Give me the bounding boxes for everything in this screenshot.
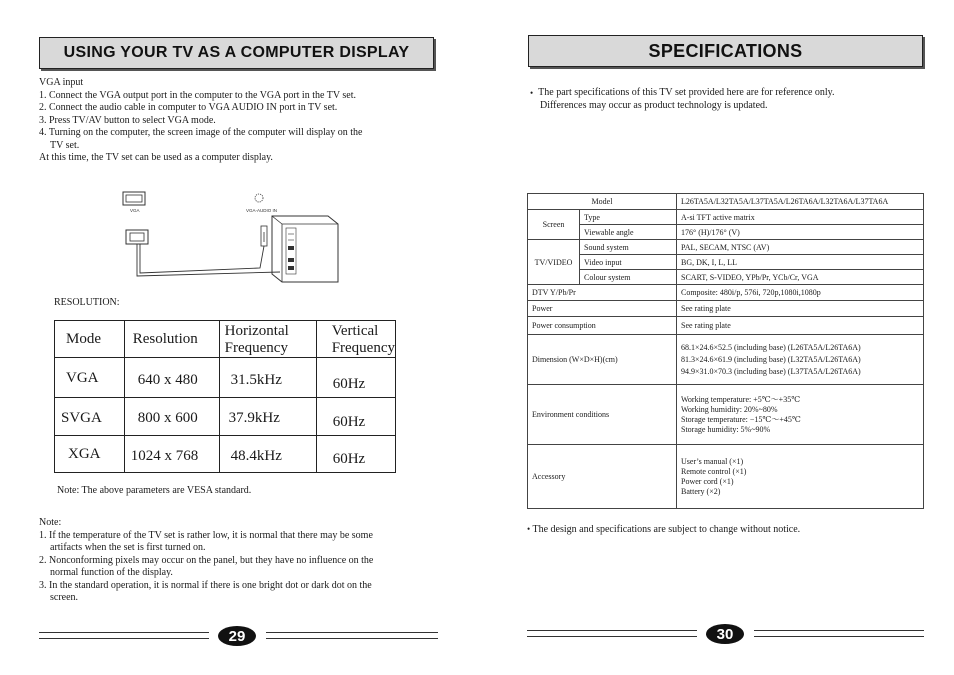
type-label: Type	[580, 210, 677, 225]
horizontal-frequency-cell: 37.9kHz	[219, 398, 316, 436]
table-row	[55, 436, 396, 473]
footer-rule-right-a	[527, 630, 697, 637]
header-horizontal-frequency: Horizontal Frequency	[219, 321, 316, 358]
footer-rule-left-b	[266, 632, 438, 639]
environment-values	[677, 385, 924, 445]
dimension-line: 68.1×24.6×52.5 (including base) (L26TA5A/L26TA6A)	[681, 342, 861, 352]
intro-text: The part specifications of this TV set provided here are for reference only.	[538, 87, 835, 98]
left-page-title: USING YOUR TV AS A COMPUTER DISPLAY	[63, 44, 410, 61]
left-page-header	[39, 37, 434, 69]
vga-connector-icon	[126, 230, 148, 244]
accessory-line: User’s manual (×1)	[681, 456, 744, 466]
resolution-table	[54, 320, 396, 473]
dimension-line: 94.9×31.0×70.3 (including base) (L37TA5A/L26TA6A)	[681, 366, 861, 376]
change-notice	[527, 523, 800, 537]
sound-value: PAL, SECAM, NTSC (AV)	[677, 240, 924, 255]
vga-port-label: VGA	[130, 208, 140, 213]
dimension-line: 81.3×24.6×61.9 (including base) (L32TA5A/L26TA6A)	[681, 354, 861, 364]
power-label: Power	[528, 301, 677, 317]
audio-port-label: VGA-AUDIO IN	[246, 208, 278, 213]
notes	[39, 517, 439, 605]
dtv-value: Composite: 480i/p, 576i, 720p,1080i,1080p	[677, 285, 924, 301]
audio-port-icon	[255, 194, 263, 202]
instruction-line: 4. Turning on the computer, the screen image of the computer will display on the	[39, 127, 363, 138]
environment-line: Storage temperature: −15℃～+45℃	[681, 414, 801, 424]
model-label: Model	[528, 194, 677, 210]
power-value: See rating plate	[677, 301, 924, 317]
footer-rule-left-a	[39, 632, 209, 639]
audio-plug-icon	[261, 226, 267, 246]
vga-instructions	[39, 77, 439, 165]
video-input-value: BG, DK, I, L, LL	[677, 255, 924, 270]
resolution-cell: 800 x 600	[124, 398, 219, 436]
note-line: screen.	[50, 592, 79, 603]
computer-tower-icon	[272, 216, 338, 282]
dtv-label: DTV Y/Pb/Pr	[528, 285, 677, 301]
angle-value: 176° (H)/176° (V)	[677, 225, 924, 240]
footer-rule-right-b	[754, 630, 924, 637]
horizontal-frequency-cell: 31.5kHz	[219, 358, 316, 398]
connection-diagram	[110, 188, 350, 288]
specifications-table	[527, 193, 924, 509]
resolution-label: RESOLUTION:	[54, 297, 120, 308]
mode-cell: SVGA	[55, 398, 125, 436]
sound-label: Sound system	[580, 240, 677, 255]
mode-cell: XGA	[55, 436, 125, 473]
accessory-line: Remote control (×1)	[681, 466, 747, 476]
consumption-label: Power consumption	[528, 317, 677, 335]
environment-line: Working temperature: +5℃～+35℃	[681, 394, 801, 404]
right-page-title: SPECIFICATIONS	[648, 40, 803, 61]
vga-cable	[137, 244, 280, 276]
environment-line: Working humidity: 20%~80%	[681, 404, 778, 414]
type-value: A-si TFT active matrix	[677, 210, 924, 225]
accessory-line: Battery (×2)	[681, 486, 721, 496]
instruction-line: VGA input	[39, 77, 84, 88]
instruction-line: TV set.	[50, 139, 80, 151]
mode-cell: VGA	[55, 358, 125, 398]
note-line: 3. In the standard operation, it is normal if there is one bright dot or dark dot on the	[39, 579, 372, 591]
header-mode: Mode	[55, 321, 125, 358]
dimension-values	[677, 335, 924, 385]
model-value: L26TA5A/L32TA5A/L37TA5A/L26TA6A/L32TA6A/L37TA6A	[677, 194, 924, 210]
vga-port-icon	[123, 192, 145, 205]
environment-line: Storage humidity: 5%~90%	[681, 424, 771, 434]
table-row	[55, 398, 396, 436]
horizontal-frequency-cell: 48.4kHz	[219, 436, 316, 473]
accessory-line: Power cord (×1)	[681, 476, 734, 486]
table-row	[55, 358, 396, 398]
instruction-line: At this time, the TV set can be used as a computer display.	[39, 152, 273, 163]
vertical-frequency-cell: 60Hz	[316, 436, 395, 473]
tv-video-label: TV/VIDEO	[528, 240, 580, 285]
dimension-label: Dimension (W×D×H)(cm)	[528, 335, 677, 385]
page-number-badge	[706, 624, 744, 644]
instruction-line: 3. Press TV/AV button to select VGA mode.	[39, 114, 216, 126]
header-vertical-frequency: Vertical Frequency	[316, 321, 395, 358]
note-line: 2. Nonconforming pixels may occur on the panel, but they have no influence on the	[39, 554, 374, 566]
resolution-cell: 640 x 480	[124, 358, 219, 398]
page-number-badge	[218, 626, 256, 646]
bullet-icon: •	[530, 88, 534, 98]
change-notice-text: The design and specifications are subject to change without notice.	[532, 524, 801, 535]
instruction-line: 1. Connect the VGA output port in the computer to the VGA port in the TV set.	[39, 89, 357, 101]
note-line: 1. If the temperature of the TV set is rather low, it is normal that there may be some	[39, 529, 373, 541]
screen-label: Screen	[528, 210, 580, 240]
vertical-frequency-cell: 60Hz	[316, 398, 395, 436]
note-line: Note:	[39, 517, 62, 528]
audio-cable	[140, 244, 264, 273]
vertical-frequency-cell: 60Hz	[316, 358, 395, 398]
bullet-icon: •	[527, 524, 531, 534]
intro-line	[530, 87, 920, 100]
vesa-note: Note: The above parameters are VESA standard.	[57, 485, 252, 496]
intro-line: Differences may occur as product technology is updated.	[540, 99, 768, 111]
spec-intro	[530, 87, 920, 112]
colour-label: Colour system	[580, 270, 677, 285]
angle-label: Viewable angle	[580, 225, 677, 240]
accessory-label: Accessory	[528, 445, 677, 509]
page-number: 30	[716, 625, 734, 643]
resolution-cell: 1024 x 768	[124, 436, 219, 473]
right-page-header	[528, 35, 923, 67]
video-input-label: Video input	[580, 255, 677, 270]
consumption-value: See rating plate	[677, 317, 924, 335]
colour-value: SCART, S-VIDEO, YPb/Pr, YCb/Cr, VGA	[677, 270, 924, 285]
instruction-line: 2. Connect the audio cable in computer to VGA AUDIO IN port in TV set.	[39, 102, 338, 113]
page-number: 29	[228, 627, 246, 645]
note-line: artifacts when the set is first turned on.	[50, 542, 206, 553]
accessory-values	[677, 445, 924, 509]
environment-label: Environment conditions	[528, 385, 677, 445]
note-line: normal function of the display.	[50, 567, 173, 578]
header-resolution: Resolution	[124, 321, 219, 358]
